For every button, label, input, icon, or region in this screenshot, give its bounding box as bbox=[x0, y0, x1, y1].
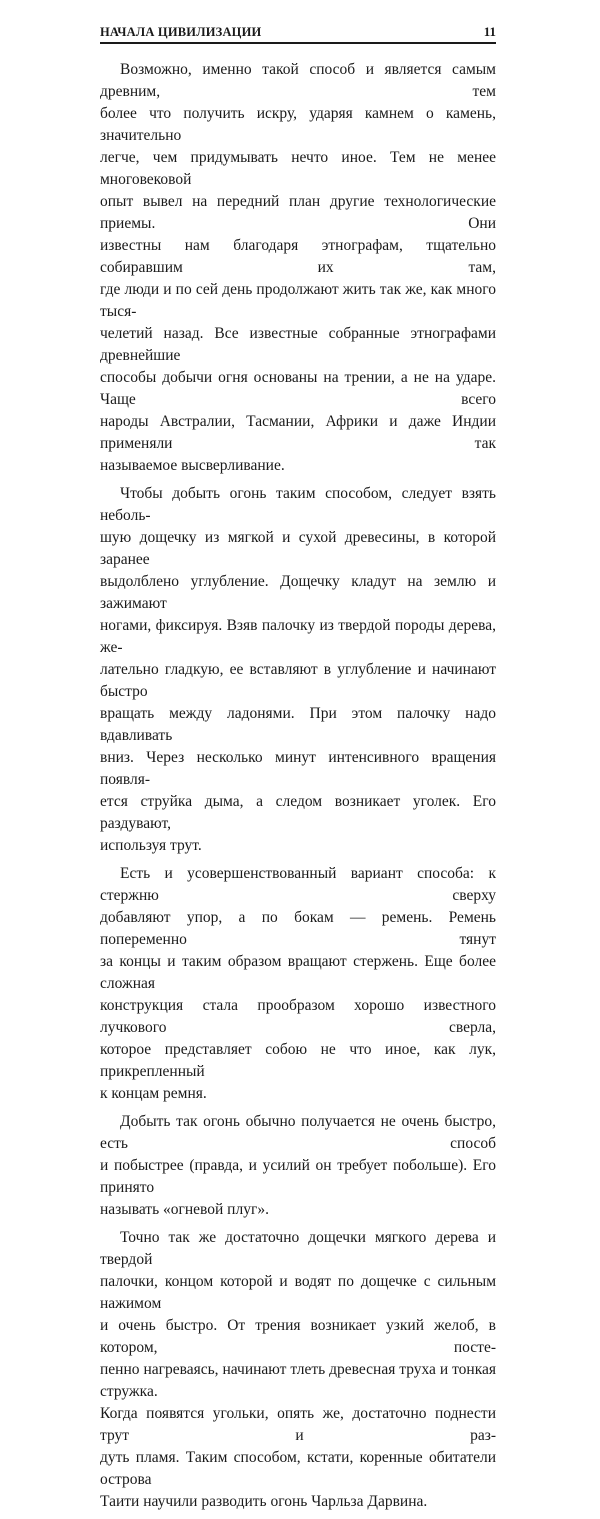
text-line: Когда появятся угольки, опять же, достаточно поднести трут и раз- bbox=[100, 1405, 496, 1444]
running-header bbox=[100, 24, 496, 44]
text-line: пенно нагреваясь, начинают тлеть древесная труха и тонкая стружка. bbox=[100, 1361, 496, 1400]
text-line: вниз. Через несколько минут интенсивного вращения появля- bbox=[100, 749, 496, 788]
text-line: народы Австралии, Тасмании, Африки и даже Индии применяли так bbox=[100, 413, 496, 452]
text-line: более что получить искру, ударяя камнем о камень, значительно bbox=[100, 105, 496, 144]
running-title: НАЧАЛА ЦИВИЛИЗАЦИИ bbox=[100, 25, 262, 39]
paragraph bbox=[100, 1111, 496, 1221]
text-line: дуть пламя. Таким способом, кстати, коренные обитатели острова bbox=[100, 1449, 496, 1488]
text-line: вращать между ладонями. При этом палочку надо вдавливать bbox=[100, 705, 496, 744]
text-line: добавляют упор, а по бокам — ремень. Ремень попеременно тянут bbox=[100, 909, 496, 948]
text-line: Чтобы добыть огонь таким способом, следует взять неболь- bbox=[100, 485, 496, 524]
text-line: шую дощечку из мягкой и сухой древесины, в которой заранее bbox=[100, 529, 496, 568]
text-line: способы добычи огня основаны на трении, а не на ударе. Чаще всего bbox=[100, 369, 496, 408]
text-line: Есть и усовершенствованный вариант способа: к стержню сверху bbox=[100, 865, 496, 904]
text-line: называть «огневой плуг». bbox=[100, 1201, 269, 1218]
text-line: выдолблено углубление. Дощечку кладут на землю и зажимают bbox=[100, 573, 496, 612]
text-line: конструкция стала прообразом хорошо известного лучкового сверла, bbox=[100, 997, 496, 1036]
text-line: Таити научили разводить огонь Чарльза Дарвина. bbox=[100, 1493, 428, 1510]
page-number: 11 bbox=[483, 24, 496, 39]
text-line: используя трут. bbox=[100, 837, 202, 854]
paragraph bbox=[100, 863, 496, 1105]
paragraph bbox=[100, 1227, 496, 1513]
text-line: Точно так же достаточно дощечки мягкого дерева и твердой bbox=[100, 1229, 496, 1268]
text-line: Возможно, именно такой способ и является самым древним, тем bbox=[100, 61, 496, 100]
text-line: где люди и по сей день продолжают жить так же, как много тыся- bbox=[100, 281, 496, 320]
body-text bbox=[100, 59, 496, 1519]
text-line: которое представляет собою не что иное, как лук, прикрепленный bbox=[100, 1041, 496, 1080]
text-line: опыт вывел на передний план другие технологические приемы. Они bbox=[100, 193, 496, 232]
text-line: и побыстрее (правда, и усилий он требует побольше). Его принято bbox=[100, 1157, 496, 1196]
text-line: легче, чем придумывать нечто иное. Тем не менее многовековой bbox=[100, 149, 496, 188]
text-line: известны нам благодаря этнографам, тщательно собиравшим их там, bbox=[100, 237, 496, 276]
text-line: называемое высверливание. bbox=[100, 457, 285, 474]
paragraph bbox=[100, 59, 496, 477]
text-line: и очень быстро. От трения возникает узкий желоб, в котором, посте- bbox=[100, 1317, 496, 1356]
text-line: ногами, фиксируя. Взяв палочку из твердой породы дерева, же- bbox=[100, 617, 496, 656]
text-line: за концы и таким образом вращают стержень. Еще более сложная bbox=[100, 953, 496, 992]
text-line: Добыть так огонь обычно получается не очень быстро, есть способ bbox=[100, 1113, 496, 1152]
paragraph bbox=[100, 483, 496, 857]
text-line: палочки, концом которой и водят по дощечке с сильным нажимом bbox=[100, 1273, 496, 1312]
text-line: лательно гладкую, ее вставляют в углубление и начинают быстро bbox=[100, 661, 496, 700]
text-line: к концам ремня. bbox=[100, 1085, 207, 1102]
text-line: ется струйка дыма, а следом возникает уголек. Его раздувают, bbox=[100, 793, 496, 832]
text-line: челетий назад. Все известные собранные этнографами древнейшие bbox=[100, 325, 496, 364]
